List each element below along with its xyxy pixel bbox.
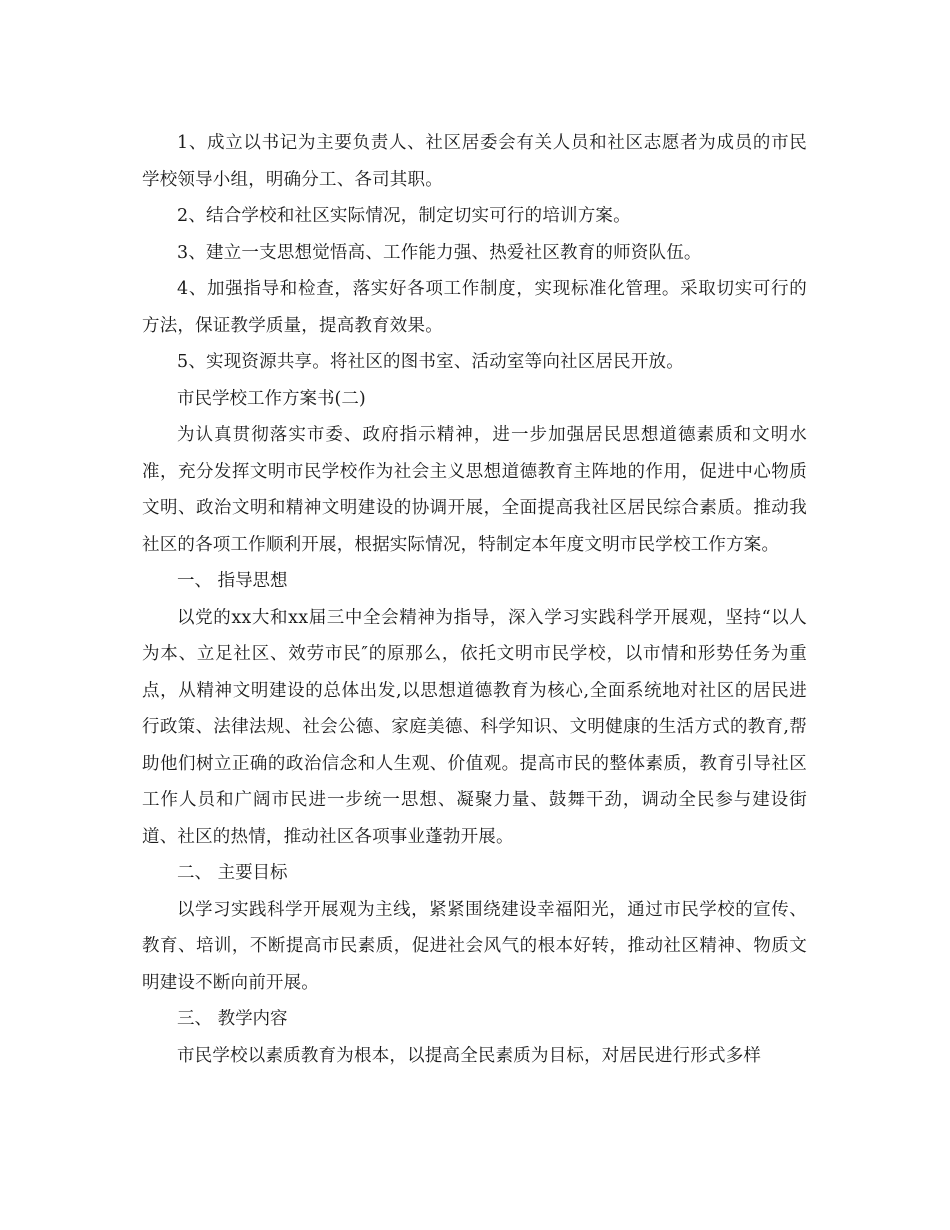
- heading-guiding-ideology: 一、 指导思想: [177, 571, 288, 591]
- main-goals-paragraph: 以学习实践科学开展观为主线，紧紧围绕建设幸福阳光，通过市民学校的宣传、教育、培训，不断提高市民素质，促进社会风气的根本好转，推动社区精神、物质文明建设不断向前开展。: [142, 899, 807, 993]
- paragraph-item-5: 5、实现资源共享。将社区的图书室、活动室等向社区居民开放。: [177, 352, 684, 372]
- paragraph-item-2: 2、结合学校和社区实际情况，制定切实可行的培训方案。: [177, 206, 631, 226]
- heading-teaching-content: 三、 教学内容: [177, 1009, 288, 1029]
- document-body: [142, 125, 807, 1074]
- section-title: 市民学校工作方案书(二): [177, 388, 366, 409]
- teaching-content-paragraph: 市民学校以素质教育为根本，以提高全民素质为目标，对居民进行形式多样: [177, 1045, 762, 1066]
- paragraph-item-4: 4、加强指导和检查，落实好各项工作制度，实现标准化管理。采取切实可行的方法，保证教学质量，提高教育效果。: [142, 279, 807, 336]
- paragraph-item-1: 1、成立以书记为主要负责人、社区居委会有关人员和社区志愿者为成员的市民学校领导小组，明确分工、各司其职。: [142, 133, 807, 190]
- paragraph-item-3: 3、建立一支思想觉悟高、工作能力强、热爱社区教育的师资队伍。: [177, 242, 702, 263]
- guiding-ideology-paragraph: 以党的xx大和xx届三中全会精神为指导，深入学习实践科学开展观，坚持“以人为本、立足社区、效劳市民″的原那么，依托文明市民学校，以市情和形势任务为重点，从精神文明建设的总体出发,以思想道德教育为核心,全面系统地对社区的居民进行政策、法律法规、社会公德、家庭美德、科学知识、文明健康的生活方式的教育,帮助他们树立正确的政治信念和人生观、价值观。提高市民的整体素质，教育引导社区工作人员和广阔市民进一步统一思想、凝聚力量、鼓舞干劲，调动全民参与建设街道、社区的热情，推动社区各项事业蓬勃开展。: [142, 607, 807, 847]
- heading-main-goals: 二、 主要目标: [177, 863, 288, 883]
- intro-paragraph: 为认真贯彻落实市委、政府指示精神，进一步加强居民思想道德素质和文明水准，充分发挥文明市民学校作为社会主义思想道德教育主阵地的作用，促进中心物质文明、政治文明和精神文明建设的协调开展，全面提高我社区居民综合素质。推动我社区的各项工作顺利开展，根据实际情况，特制定本年度文明市民学校工作方案。: [142, 425, 807, 555]
